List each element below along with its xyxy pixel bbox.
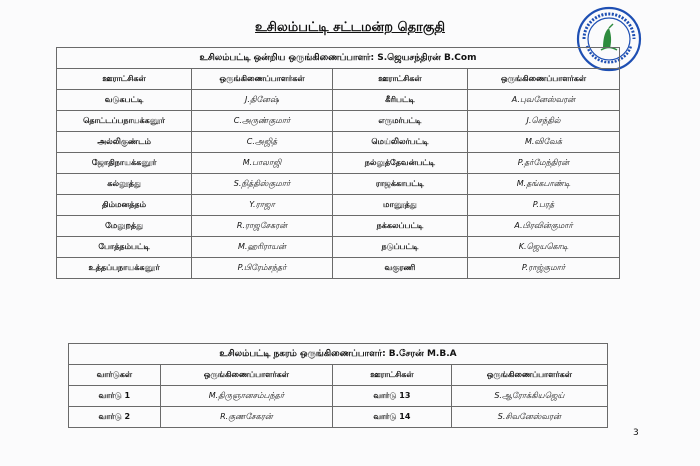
ward-cell: வார்டு 14 xyxy=(333,407,452,428)
coordinator-cell: M.ஹரிராயன் xyxy=(192,237,333,258)
table-row xyxy=(57,111,620,132)
coordinator-cell: S.சிவனேஸ்வரன் xyxy=(451,407,607,428)
coordinator-cell: P.தர்மேந்திரன் xyxy=(467,153,619,174)
coordinator-cell: K.ஜெயகொடி xyxy=(467,237,619,258)
coordinator-cell: J.தினேஷ் xyxy=(192,90,333,111)
panchayat-cell: அல்லிகுண்டம் xyxy=(57,132,192,153)
page-title: உசிலம்பட்டி சட்டமன்ற தொகுதி xyxy=(255,20,445,35)
coordinator-cell: P.பரத் xyxy=(467,195,619,216)
ward-cell: வார்டு 2 xyxy=(69,407,161,428)
town-coordinators-table xyxy=(68,343,608,428)
panchayat-cell: மானூத்து xyxy=(332,195,467,216)
ward-cell: வார்டு 1 xyxy=(69,386,161,407)
panchayat-cell: நடுப்பட்டி xyxy=(332,237,467,258)
panchayat-cell: எருமர்பட்டி xyxy=(332,111,467,132)
page-number: 3 xyxy=(633,428,639,438)
ward-cell: வார்டு 13 xyxy=(333,386,452,407)
table-row xyxy=(57,216,620,237)
column-header: ஒருங்கிணைப்பாளர்கள் xyxy=(451,365,607,386)
panchayat-cell: ராஜக்காபட்டி xyxy=(332,174,467,195)
coordinator-cell: R.குணசேகரன் xyxy=(160,407,332,428)
panchayat-cell: உத்தப்பநாயக்கனூர் xyxy=(57,258,192,279)
column-header: ஒருங்கிணைப்பாளர்கள் xyxy=(192,69,333,90)
panchayat-cell: கல்லூத்து xyxy=(57,174,192,195)
panchayat-cell: ஜோதிநாயக்கனூர் xyxy=(57,153,192,174)
table-row xyxy=(69,386,608,407)
column-header: ஒருங்கிணைப்பாளர்கள் xyxy=(467,69,619,90)
panchayat-cell: நல்லுத்தேவன்பட்டி xyxy=(332,153,467,174)
panchayat-cell: நக்கலப்பட்டி xyxy=(332,216,467,237)
panchayat-cell: மெய்லிலர்பட்டி xyxy=(332,132,467,153)
coordinator-cell: C.அருண்குமார் xyxy=(192,111,333,132)
panchayat-cell: போத்தம்பட்டி xyxy=(57,237,192,258)
table-row xyxy=(69,407,608,428)
coordinator-cell: J.செந்தில் xyxy=(467,111,619,132)
union-coordinators-table xyxy=(56,47,620,279)
coordinator-cell: M.தங்கபாண்டி xyxy=(467,174,619,195)
coordinator-cell: C.அஜித் xyxy=(192,132,333,153)
coordinator-cell: M.திருஞானசம்பந்தர் xyxy=(160,386,332,407)
panchayat-cell: கீரிபட்டி xyxy=(332,90,467,111)
column-header: வார்டுகள் xyxy=(69,365,161,386)
coordinator-cell: S.நித்திஸ்குமார் xyxy=(192,174,333,195)
table-header-row xyxy=(69,365,608,386)
coordinator-cell: P.ராஜ்குமார் xyxy=(467,258,619,279)
panchayat-cell: வடுகபட்டி xyxy=(57,90,192,111)
table-row xyxy=(57,132,620,153)
coordinator-cell: P.பிரேம்சந்தர் xyxy=(192,258,333,279)
coordinator-cell: M.விவேக் xyxy=(467,132,619,153)
table-row xyxy=(57,195,620,216)
coordinator-cell: R.ராஜசேகரன் xyxy=(192,216,333,237)
panchayat-cell: திம்மனத்தம் xyxy=(57,195,192,216)
table-header-row xyxy=(57,69,620,90)
panchayat-cell: மேலுறத்து xyxy=(57,216,192,237)
table-row xyxy=(57,153,620,174)
union-coordinator-heading: உசிலம்பட்டி ஒன்றிய ஒருங்கிணைப்பாளர்: S.ஜெயசந்திரன் B.Com xyxy=(57,48,620,69)
column-header: ஊராட்சிகள் xyxy=(333,365,452,386)
coordinator-cell: M.பாலாஜி xyxy=(192,153,333,174)
panchayat-cell: வகுரணி xyxy=(332,258,467,279)
column-header: ஒருங்கிணைப்பாளர்கள் xyxy=(160,365,332,386)
table-row xyxy=(57,258,620,279)
coordinator-cell: A.புவனேஸ்வரன் xyxy=(467,90,619,111)
table-row xyxy=(57,237,620,258)
coordinator-cell: A.பிரவின்குமார் xyxy=(467,216,619,237)
column-header: ஊராட்சிகள் xyxy=(332,69,467,90)
coordinator-cell: S.ஆரோக்கியஜெய் xyxy=(451,386,607,407)
panchayat-cell: தொட்டப்பநாயக்கனூர் xyxy=(57,111,192,132)
coordinator-cell: Y.ராஜா xyxy=(192,195,333,216)
town-coordinator-heading: உசிலம்பட்டி நகரம் ஒருங்கிணைப்பாளர்: B.சேரன் M.B.A xyxy=(69,344,608,365)
column-header: ஊராட்சிகள் xyxy=(57,69,192,90)
table-row xyxy=(57,90,620,111)
table-row xyxy=(57,174,620,195)
